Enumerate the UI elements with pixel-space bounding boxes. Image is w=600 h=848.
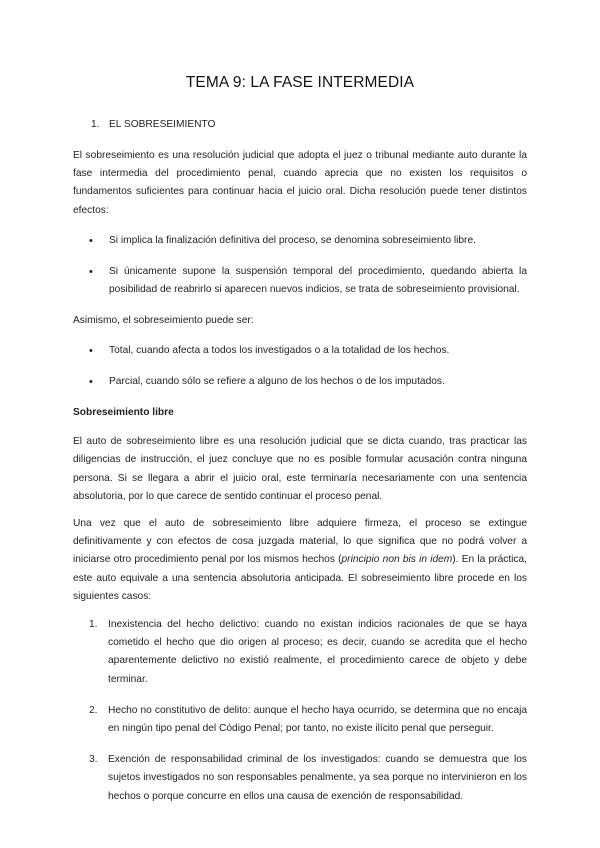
- effects-list: [73, 232, 527, 300]
- libre-paragraph-1: El auto de sobreseimiento libre es una resolución judicial que se dicta cuando, tras practicar las diligencias de instrucción, el juez concluye que no es posible formular acusación contra ninguna persona. Si se llegara a abrir el juicio oral, este terminaría necesariamente con una sentencia absolutoria, por lo que carece de sentido continuar el proceso penal.: [73, 436, 527, 502]
- list-item: [73, 616, 527, 689]
- section-title: EL SOBRESEIMIENTO: [109, 119, 216, 130]
- libre-paragraph-2: [73, 515, 527, 606]
- intro-paragraph: El sobreseimiento es una resolución judicial que adopta el juez o tribunal mediante auto durante la fase intermedia del procedimiento penal, cuando aprecia que no existen los requisitos o fundamentos suficientes para continuar hacia el juicio oral. Dicha resolución puede tener distintos efectos:: [73, 150, 527, 216]
- item-text: Hecho no constitutivo de delito: aunque el hecho haya ocurrido, se determina que no encaja en ningún tipo penal del Código Penal; por tanto, no existe ilícito penal que perseguir.: [108, 704, 527, 735]
- libre-paragraph-2-start: Una vez que el auto de sobreseimiento libre adquiere firmeza, el proceso se extingue definitivamente y con efectos de cosa juzgada material, lo que significa que no podrá volver a iniciarse otro procedimiento penal por los mismos hechos (: [73, 518, 527, 566]
- types-list: [73, 342, 527, 391]
- section-number: 1.: [91, 119, 100, 130]
- page-title: TEMA 9: LA FASE INTERMEDIA: [185, 74, 415, 91]
- item-number: 3.: [89, 754, 98, 766]
- subheading: Sobreseimiento libre: [73, 407, 174, 419]
- libre-paragraph-2-end: ). En la práctica, este auto equivale a una sentencia absolutoria anticipada. El sobreseimiento libre procede en los siguientes casos:: [73, 554, 528, 602]
- list-item: • Si implica la finalización definitiva del proceso, se denomina sobreseimiento libre.: [73, 232, 527, 250]
- list-item: • Total, cuando afecta a todos los investigados o a la totalidad de los hechos.: [73, 342, 527, 360]
- asimismo-paragraph: Asimismo, el sobreseimiento puede ser:: [73, 315, 254, 327]
- list-item: [73, 702, 527, 738]
- section-heading: [73, 119, 527, 130]
- item-number: 2.: [89, 704, 98, 716]
- item-number: 1.: [89, 619, 98, 631]
- item-text: Inexistencia del hecho delictivo: cuando no existan indicios racionales de que se haya cometido el hecho que dio origen al proceso; es decir, cuando se acredita que el hecho aparentemente delictivo no existió realmente, el procedimiento carece de objeto y debe terminar.: [108, 619, 527, 685]
- item-text: Exención de responsabilidad criminal de los investigados: cuando se demuestra que los sujetos investigados no son responsables penalmente, ya sea porque no intervinieron en los hechos o porque concurre en ellos una causa de exención de responsabilidad.: [108, 754, 527, 802]
- list-item: • Parcial, cuando sólo se refiere a alguno de los hechos o de los imputados.: [73, 373, 527, 391]
- cases-list: [73, 616, 527, 806]
- latin-phrase: principio non bis in idem: [341, 554, 453, 566]
- list-item: • Si únicamente supone la suspensión temporal del procedimiento, quedando abierta la posibilidad de reabrirlo si aparecen nuevos indicios, se trata de sobreseimiento provisional.: [73, 263, 527, 299]
- list-item: [73, 751, 527, 806]
